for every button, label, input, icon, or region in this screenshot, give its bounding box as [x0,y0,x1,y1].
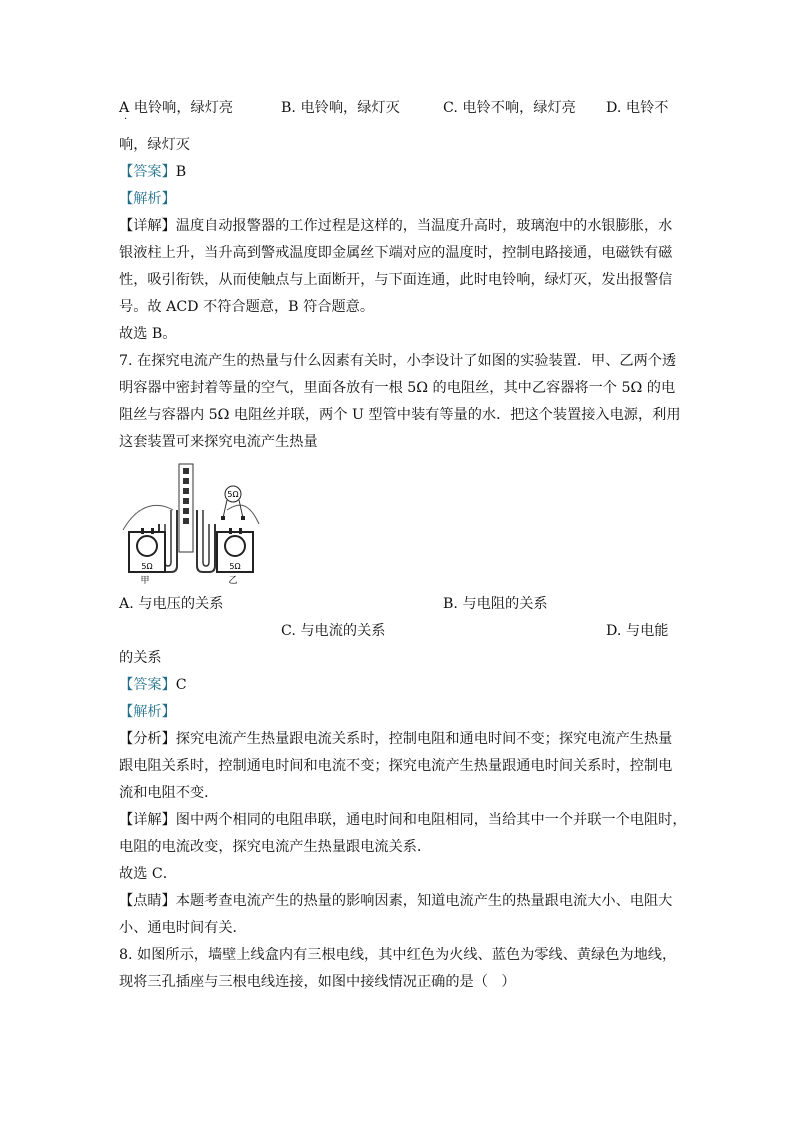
dianjing-tag: 【点睛】 [119,893,176,909]
left-resistor-label: 5Ω [141,562,153,571]
detail-text: 图中两个相同的电阻串联，通电时间和电阻相同，当给其中一个并联一个电阻时， [175,812,687,828]
q6-option-d: D. 电铃不 [606,100,669,116]
q6-detail-line-3: 性，吸引衔铁，从而使触点与上面断开，与下面连通，此时电铃响，绿灯灭，发出报警信 [119,272,673,288]
q8-stem-line-2: 现将三孔插座与三根电线连接，如图中接线情况正确的是（ ） [119,974,516,990]
q6-option-c: C. 电铃不响，绿灯亮 [443,100,576,116]
detail-tag: 【详解】 [119,218,176,234]
q6-option-d-continued: 响，绿灯灭 [119,137,190,153]
q7-dianjing-line-1 [119,891,672,911]
q7-fenxi-line-1 [119,729,672,749]
right-resistor-label: 5Ω [229,562,241,571]
detail-tag: 【详解】 [119,812,176,828]
q6-analysis-tag: 【解析】 [119,191,176,207]
q7-option-b: B. 与电阻的关系 [443,596,548,612]
q7-stem-line-4: 这套装置可来探究电流产生热量 [119,434,318,450]
q7-answer [119,675,187,695]
q7-option-c: C. 与电流的关系 [281,623,386,639]
emphasis-dot: · [124,114,128,125]
external-resistor-label: 5Ω [227,490,239,499]
q7-stem-line-2: 明容器中密封着等量的空气，里面各放有一根 5Ω 的电阻丝，其中乙容器将一个 5Ω 的电 [119,380,676,396]
q7-stem-line-3: 阻丝与容器内 5Ω 电阻丝并联，两个 U 型管中装有等量的水．把这个装置接入电源，利用 [119,407,681,423]
q7-conclusion: 故选 C． [119,866,177,882]
q7-apparatus-figure [119,462,269,586]
q7-fenxi-line-2: 跟电阻关系时，控制通电时间和电流不变；探究电流产生热量跟通电时间关系时，控制电 [119,758,673,774]
dianjing-text: 本题考查电流产生的热量的影响因素，知道电流产生的热量跟电流大小、电阻大 [175,893,673,909]
q6-conclusion: 故选 B。 [119,326,177,342]
q7-detail-line-1 [119,810,687,830]
fenxi-text: 探究电流产生热量跟电流关系时，控制电阻和通电时间不变；探究电流产生热量 [175,731,673,747]
q7-analysis-tag: 【解析】 [119,704,176,720]
right-container-name: 乙 [228,576,238,586]
answer-value: B [175,164,187,180]
answer-value: C [175,677,187,693]
answer-tag: 【答案】 [119,677,176,693]
fenxi-tag: 【分析】 [119,731,176,747]
q6-detail-line-2: 银液柱上升，当升高到警戒温度即金属丝下端对应的温度时，控制电路接通，电磁铁有磁 [119,245,673,261]
q7-option-d-continued: 的关系 [119,650,162,666]
answer-tag: 【答案】 [119,164,176,180]
detail-text: 温度自动报警器的工作过程是这样的，当温度升高时，玻璃泡中的水银膨胀，水 [175,218,673,234]
q7-option-a: A. 与电压的关系 [119,596,224,612]
q7-fenxi-line-3: 流和电阻不变． [119,785,219,801]
q7-dianjing-line-2: 小、通电时间有关． [119,920,247,936]
q6-option-b: B. 电铃响，绿灯灭 [281,100,400,116]
q7-stem-line-1: 7. 在探究电流产生的热量与什么因素有关时，小李设计了如图的实验装置．甲、乙两个透 [119,353,677,369]
q8-stem-line-1: 8. 如图所示，墙壁上线盒内有三根电线，其中红色为火线、蓝色为零线、黄绿色为地线， [119,947,677,963]
q6-option-a: A 电铃响，绿灯亮 [119,100,234,116]
q7-detail-line-2: 电阻的电流改变，探究电流产生热量跟电流关系． [119,839,432,855]
q7-option-d: D. 与电能 [606,623,669,639]
q6-detail-line-1 [119,216,672,236]
q6-answer [119,162,186,182]
q6-detail-line-4: 号。故 ACD 不符合题意，B 符合题意。 [119,299,375,315]
left-container-name: 甲 [140,576,150,586]
